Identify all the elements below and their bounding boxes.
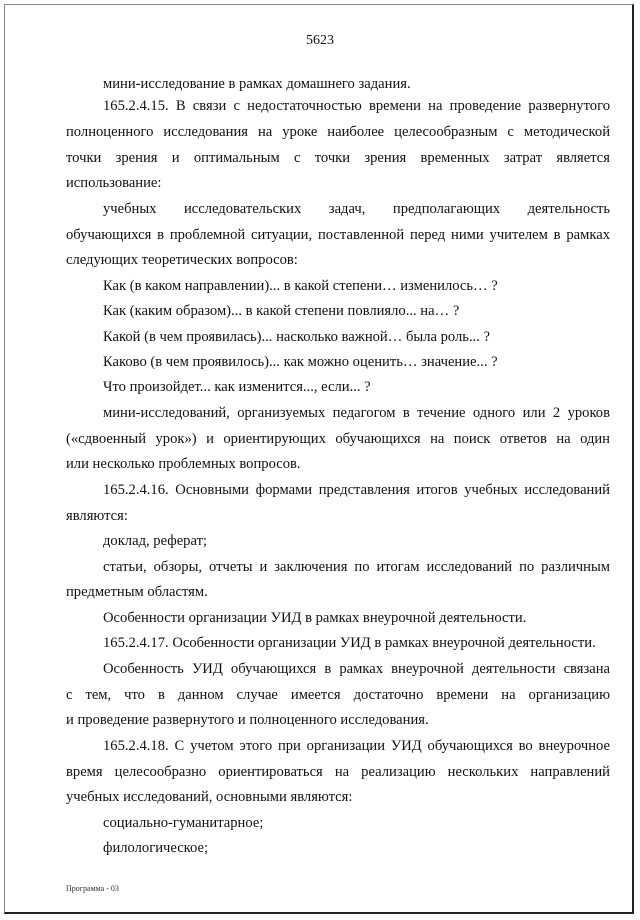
- footer-note: Программа - 03: [66, 884, 119, 893]
- question-line: Что произойдет... как изменится..., если... ?: [103, 379, 371, 395]
- question-line: Какой (в чем проявилась)... насколько важной… была роль... ?: [103, 329, 491, 345]
- text-line: использование:: [66, 175, 162, 191]
- paragraph-165-2-4-17: 165.2.4.17. Особенности организации УИД в рамках внеурочной деятельности.: [103, 635, 596, 651]
- text-line: мини-исследование в рамках домашнего задания.: [103, 76, 411, 92]
- text-line: следующих теоретических вопросов:: [66, 252, 298, 268]
- list-item: филологическое;: [103, 840, 209, 856]
- section-heading: Особенности организации УИД в рамках внеурочной деятельности.: [103, 610, 527, 626]
- text-line: обучающихся в проблемной ситуации, поставленной перед ними учителем в рамках: [66, 227, 610, 243]
- text-line: с тем, что в данном случае имеется достаточно времени на организацию: [66, 687, 610, 703]
- question-line: Каково (в чем проявилось)... как можно оценить… значение... ?: [103, 354, 498, 370]
- text-line: («сдвоенный урок») и ориентирующих обучающихся на поиск ответов на один: [66, 431, 610, 447]
- text-line: полноценного исследования на уроке наиболее целесообразным с методической: [66, 124, 610, 140]
- page-number: 5623: [306, 33, 334, 48]
- paragraph-165-2-4-18-start: 165.2.4.18. С учетом этого при организации УИД обучающихся во внеурочное: [103, 738, 610, 754]
- question-line: Как (каким образом)... в какой степени повлияло... на… ?: [103, 303, 460, 319]
- text-line: точки зрения и оптимальным с точки зрения временных затрат является: [66, 150, 610, 166]
- text-line: время целесообразно ориентироваться на реализацию нескольких направлений: [66, 764, 610, 780]
- list-item: учебных исследовательских задач, предполагающих деятельность: [103, 201, 610, 217]
- list-item: доклад, реферат;: [103, 533, 208, 549]
- list-item: мини-исследований, организуемых педагогом в течение одного или 2 уроков: [103, 405, 610, 421]
- text-line: и проведение развернутого и полноценного исследования.: [66, 712, 429, 728]
- list-item: социально-гуманитарное;: [103, 815, 264, 831]
- text-line: или несколько проблемных вопросов.: [66, 456, 301, 472]
- text-line: Особенность УИД обучающихся в рамках внеурочной деятельности связана: [103, 661, 610, 677]
- text-line: учебных исследований, основными являются:: [66, 789, 353, 805]
- paragraph-165-2-4-15-start: 165.2.4.15. В связи с недостаточностью времени на проведение развернутого: [103, 98, 610, 114]
- text-line: являются:: [66, 508, 128, 524]
- list-item: статьи, обзоры, отчеты и заключения по итогам исследований по различным: [103, 559, 610, 575]
- paragraph-165-2-4-16-start: 165.2.4.16. Основными формами представления итогов учебных исследований: [103, 482, 610, 498]
- question-line: Как (в каком направлении)... в какой степени… изменилось… ?: [103, 278, 498, 294]
- text-line: предметным областям.: [66, 584, 208, 600]
